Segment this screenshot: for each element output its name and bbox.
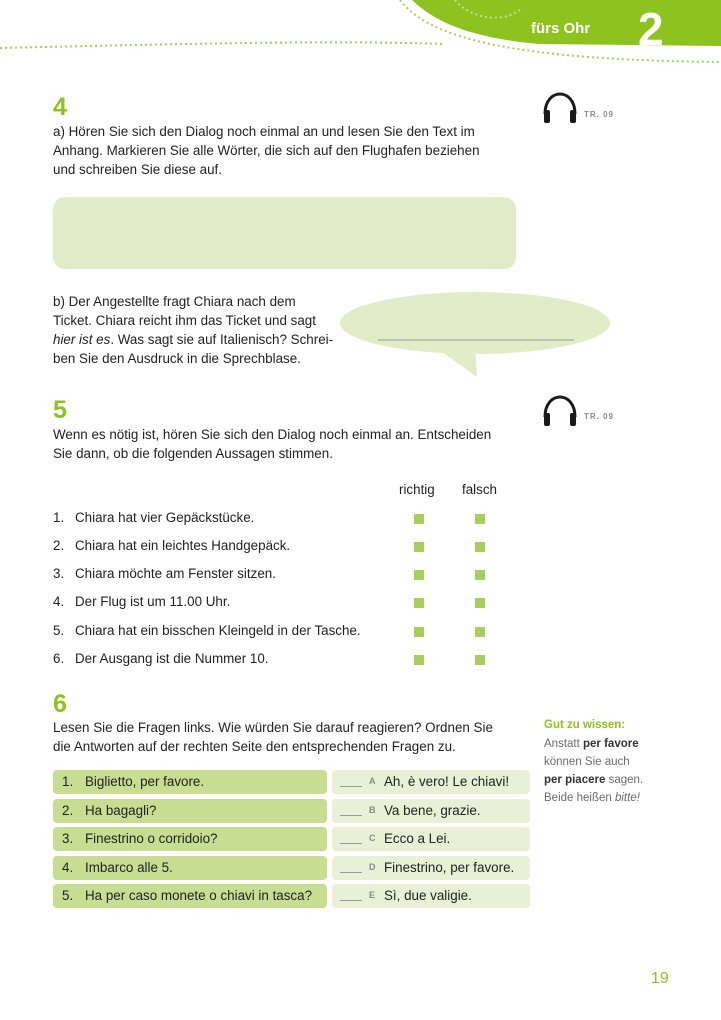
checkbox-richtig[interactable] — [414, 570, 424, 580]
answer-blank[interactable] — [340, 786, 362, 787]
exercise-5-instructions — [53, 425, 491, 463]
answer-blank[interactable] — [340, 843, 362, 844]
column-header-falsch: falsch — [462, 482, 497, 497]
chapter-number: 2 — [638, 3, 664, 55]
row-text: Chiara hat ein leichtes Handgepäck. — [75, 538, 291, 553]
text-line: a) Hören Sie sich den Dialog noch einmal an und lesen Sie den Text im — [53, 124, 475, 139]
row-number: 1. — [53, 510, 65, 525]
row-number: 5. — [53, 623, 65, 638]
checkbox-falsch[interactable] — [475, 655, 485, 665]
checkbox-falsch[interactable] — [475, 514, 485, 524]
text-line: Anhang. Markieren Sie alle Wörter, die sich auf den Flughafen beziehen — [53, 143, 480, 158]
tip-line: Beide heißen bitte! — [544, 792, 640, 804]
exercise-4a-instructions — [53, 122, 480, 179]
answer-blank[interactable] — [340, 900, 362, 901]
row-text: Der Flug ist um 11.00 Uhr. — [75, 594, 231, 609]
question-text: Imbarco alle 5. — [85, 860, 173, 875]
answer-text: Va bene, grazie. — [384, 803, 481, 818]
row-number: 6. — [53, 651, 65, 666]
answer-letter: A — [369, 776, 376, 786]
checkbox-richtig[interactable] — [414, 598, 424, 608]
question-text: Biglietto, per favore. — [85, 774, 205, 789]
answer-letter: B — [369, 805, 376, 815]
track-label: TR. 09 — [584, 412, 615, 421]
header-decoration — [0, 0, 721, 70]
tip-heading: Gut zu wissen: — [544, 719, 626, 731]
question-text: Finestrino o corridoio? — [85, 831, 218, 846]
answer-item — [332, 827, 530, 851]
answer-field[interactable] — [53, 197, 516, 269]
speech-bubble[interactable] — [340, 291, 615, 381]
checkbox-richtig[interactable] — [414, 627, 424, 637]
question-text: Ha bagagli? — [85, 803, 157, 818]
checkbox-richtig[interactable] — [414, 514, 424, 524]
checkbox-richtig[interactable] — [414, 655, 424, 665]
text-line: Wenn es nötig ist, hören Sie sich den Dialog noch einmal an. Entscheiden — [53, 427, 492, 442]
text-line: ben Sie den Ausdruck in die Sprechblase. — [53, 351, 301, 366]
answer-letter: C — [369, 833, 376, 843]
exercise-number: 4 — [53, 93, 67, 121]
answer-item — [332, 770, 530, 794]
row-text: Chiara möchte am Fenster sitzen. — [75, 566, 276, 581]
text-line: hier ist es. Was sagt sie auf Italienisch? Schrei- — [53, 332, 334, 347]
tip-line: per piacere sagen. — [544, 774, 644, 786]
row-text: Chiara hat ein bisschen Kleingeld in der Tasche. — [75, 623, 361, 638]
question-number: 2. — [62, 803, 74, 818]
section-title: fürs Ohr — [531, 20, 591, 37]
question-number: 3. — [62, 831, 74, 846]
exercise-6-instructions — [53, 718, 493, 756]
checkbox-falsch[interactable] — [475, 570, 485, 580]
checkbox-falsch[interactable] — [475, 627, 485, 637]
question-item — [53, 799, 327, 823]
question-number: 4. — [62, 860, 74, 875]
tip-line: Anstatt per favore — [544, 738, 639, 750]
checkbox-falsch[interactable] — [475, 542, 485, 552]
answer-blank[interactable] — [340, 815, 362, 816]
page-number: 19 — [651, 970, 669, 987]
question-item — [53, 770, 327, 794]
answer-item — [332, 884, 530, 908]
exercise-number: 6 — [53, 690, 67, 718]
answer-letter: D — [369, 862, 376, 872]
exercise-4b-instructions — [53, 292, 333, 368]
question-number: 5. — [62, 888, 74, 903]
answer-item — [332, 856, 530, 880]
answer-letter: E — [369, 890, 376, 900]
answer-text: Ah, è vero! Le chiavi! — [384, 774, 510, 789]
answer-text: Ecco a Lei. — [384, 831, 451, 846]
row-number: 4. — [53, 594, 65, 609]
answer-text: Finestrino, per favore. — [384, 860, 515, 875]
question-text: Ha per caso monete o chiavi in tasca? — [85, 888, 313, 903]
italic-phrase: hier ist es — [53, 332, 111, 347]
headphones-icon — [541, 395, 579, 429]
column-header-richtig: richtig — [399, 482, 435, 497]
text-line: und schreiben Sie diese auf. — [53, 162, 222, 177]
answer-item — [332, 799, 530, 823]
headphones-icon — [541, 92, 579, 126]
question-number: 1. — [62, 774, 74, 789]
text-line: Lesen Sie die Fragen links. Wie würden Sie darauf reagieren? Ordnen Sie — [53, 720, 493, 735]
text-line: die Antworten auf der rechten Seite den entsprechenden Fragen zu. — [53, 739, 456, 754]
row-text: Der Ausgang ist die Nummer 10. — [75, 651, 269, 666]
text-line: Ticket. Chiara reicht ihm das Ticket und sagt — [53, 313, 316, 328]
question-item — [53, 856, 327, 880]
track-label: TR. 09 — [584, 110, 615, 119]
question-item — [53, 884, 327, 908]
row-number: 2. — [53, 538, 65, 553]
text-line: b) Der Angestellte fragt Chiara nach dem — [53, 294, 296, 309]
answer-blank[interactable] — [340, 872, 362, 873]
exercise-number: 5 — [53, 396, 67, 424]
row-number: 3. — [53, 566, 65, 581]
tip-line: können Sie auch — [544, 756, 630, 768]
question-item — [53, 827, 327, 851]
row-text: Chiara hat vier Gepäckstücke. — [75, 510, 255, 525]
answer-text: Sì, due valigie. — [384, 888, 472, 903]
text-line: Sie dann, ob die folgenden Aussagen stimmen. — [53, 446, 333, 461]
checkbox-richtig[interactable] — [414, 542, 424, 552]
checkbox-falsch[interactable] — [475, 598, 485, 608]
